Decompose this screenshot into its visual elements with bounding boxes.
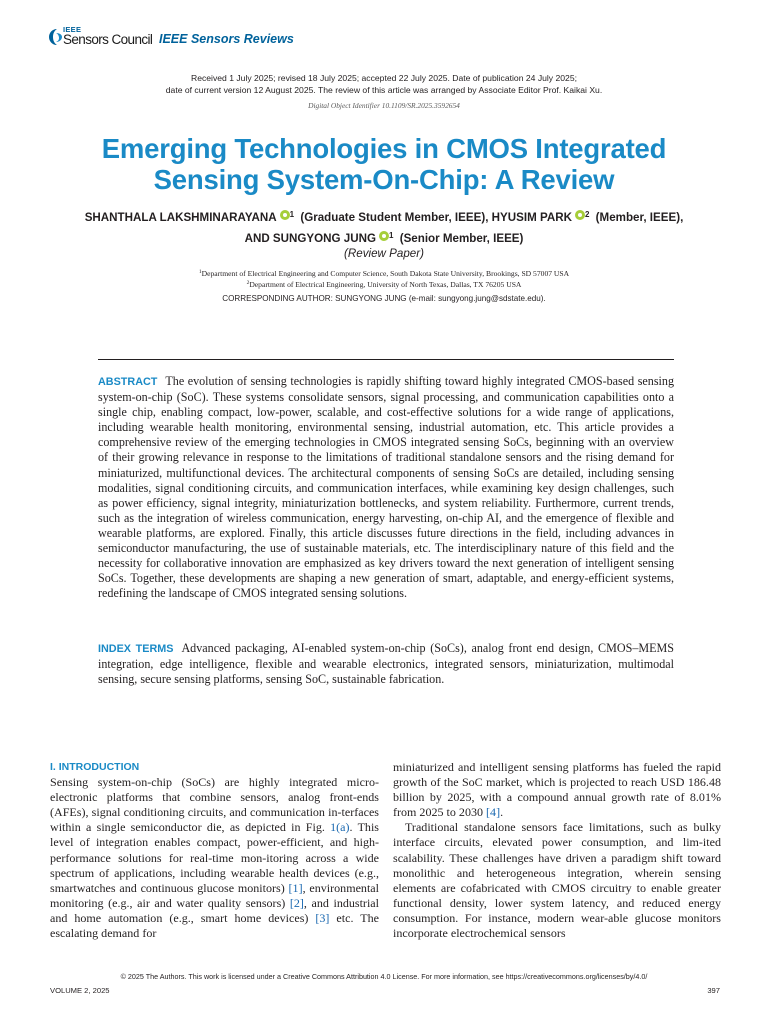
author-role: (Member, IEEE),	[595, 211, 684, 224]
affiliation-sup: 1	[198, 269, 202, 275]
page-number: 397	[707, 986, 720, 995]
logo-ieee-text: IEEE	[63, 25, 82, 34]
citation-link[interactable]: [4]	[486, 805, 501, 820]
body-text: . This level of integration enables compact, power-efficient, and high-performance solutions for real-time mon-itoring across a wide spectrum of applications, including wearable health devices (e.g., smartwatches and continuous glucose monitors)	[50, 820, 379, 895]
abstract	[98, 374, 674, 601]
author-affil-sup: 1	[289, 210, 295, 219]
paragraph	[393, 760, 721, 820]
title-line-2: Sensing System-On-Chip: A Review	[153, 164, 615, 195]
abstract-label: ABSTRACT	[98, 376, 158, 388]
figure-reference-link[interactable]: 1(a)	[330, 820, 350, 835]
publication-dates	[0, 72, 768, 96]
abstract-text: The evolution of sensing technologies is rapidly shifting toward highly integrated CMOS-based sensing system-on-chip (SoC). These systems consolidate sensors, signal processing, and communication capabilities onto a single chip, enabling compact, low-power, scalable, and cost-effective solutions for a wide range of applications, including wearable health monitoring, environmental sensing, industrial automation, etc. This article provides a comprehensive review of the emerging technologies in CMOS integrated sensing SoCs, beginning with an overview of their growing relevance in response to the limitations of traditional standalone sensors and the rising demand for miniaturized, multifunctional devices. The architectural components of sensing SoCs are detailed, including sensing modalities, signal conditioning circuits, and communication interfaces, while examining key design challenges, such as power efficiency, signal integrity, miniaturization bottlenecks, and system reliability. Furthermore, current trends, such as the integration of wireless communication, energy harvesting, on-chip AI, and the emergence of flexible and wearable platforms, are explored. Finally, this article discusses future directions in the field, including advances in semiconductor manufacturing, the use of sustainable materials, etc. The interdisciplinary nature of this field and the necessity for collaborative innovation are emphasized as key drivers toward the next generation of intelligent sensing SoCs. Together, these developments are shaping a new generation of smart, adaptable, and energy-efficient systems, redefining the landscape of CMOS integrated sensing solutions.	[98, 374, 674, 601]
paper-type: (Review Paper)	[344, 247, 424, 260]
body-text: etc. The escalating demand for	[50, 910, 379, 941]
citation-link[interactable]: [2]	[289, 895, 304, 910]
paper-title	[0, 133, 768, 195]
affiliation-text: Department of Electrical Engineering and Computer Science, South Dakota State University, Brookings, SD 57007 USA	[201, 269, 570, 278]
body-text: Sensing system-on-chip (SoCs) are highly integrated micro-electronic platforms that combine sensors, analog front-ends (AFEs), signal conditioning circuits, and communication in-terfaces within a single semiconductor die, as depicted in Fig.	[50, 775, 379, 835]
citation-link[interactable]: [3]	[315, 910, 330, 925]
authors-line-1	[0, 206, 768, 227]
author-name: AND SUNGYONG JUNG	[244, 232, 377, 245]
volume-footer: VOLUME 2, 2025	[50, 986, 110, 995]
body-column-left	[50, 760, 379, 941]
index-terms	[98, 641, 674, 687]
index-terms-text: Advanced packaging, AI-enabled system-on-chip (SoCs), analog front end design, CMOS–MEMS integration, edge intelligence, flexible and wearable electronics, integrated sensors, miniaturization, multimodal sensing, secure sensing platforms, sensing SoC, sustainable fabrication.	[98, 641, 674, 687]
author-role: (Senior Member, IEEE)	[399, 232, 524, 245]
body-text: .	[500, 805, 504, 820]
citation-link[interactable]: [1]	[288, 880, 303, 895]
body-text: , and industrial and home automation (e.g., smart home devices)	[50, 895, 379, 925]
orcid-icon[interactable]	[575, 210, 585, 220]
title-line-1: Emerging Technologies in CMOS Integrated	[101, 133, 667, 164]
journal-name: IEEE Sensors Reviews	[159, 32, 294, 46]
body-column-right	[393, 760, 721, 941]
body-text: , environmental monitoring (e.g., air and water quality sensors)	[50, 880, 379, 910]
orcid-icon[interactable]	[280, 210, 290, 220]
section-heading: I. INTRODUCTION	[50, 761, 140, 773]
doi: Digital Object Identifier 10.1109/SR.2025.3592654	[308, 101, 460, 110]
author-affil-sup: 1	[389, 231, 394, 240]
affiliation-text: Department of Electrical Engineering, University of North Texas, Dallas, TX 76205 USA	[249, 279, 522, 289]
affiliation-sup: 2	[246, 279, 250, 286]
index-terms-label: INDEX TERMS	[98, 643, 174, 655]
orcid-icon[interactable]	[379, 231, 389, 241]
affiliations	[0, 268, 768, 289]
corresponding-author: CORRESPONDING AUTHOR: SUNGYONG JUNG (e-mail: sungyong.jung@sdstate.edu).	[222, 294, 546, 303]
divider-top	[98, 359, 674, 360]
affiliation-2	[0, 279, 768, 290]
dates-line-1: Received 1 July 2025; revised 18 July 2025; accepted 22 July 2025. Date of publication 24 July 2025;	[190, 73, 577, 83]
body-text: miniaturized and intelligent sensing platforms has fueled the rapid growth of the SoC market, which is projected to reach USD 186.48 billion by 2025, with a compound annual growth rate of 8.01% from 2025 to 2030	[393, 760, 721, 820]
author-role: (Graduate Student Member, IEEE),	[300, 211, 489, 224]
author-affil-sup: 2	[584, 210, 590, 219]
affiliation-1	[0, 268, 768, 279]
authors-line-2	[0, 227, 768, 248]
license-footer: © 2025 The Authors. This work is licensed under a Creative Commons Attribution 4.0 License. For more information, see https://creativecommons.org/licenses/by/4.0/	[120, 972, 648, 981]
logo-council-text: Sensors Council	[63, 32, 153, 47]
author-list	[0, 206, 768, 248]
author-name: SHANTHALA LAKSHMINARAYANA	[84, 211, 277, 224]
paragraph: Traditional standalone sensors face limitations, such as bulky interface circuits, elevated power consumption, and lim-ited scalability. These challenges have driven a paradigm shift toward monolithic and heterogeneous integration, wherein sensing elements are cofabricated with CMOS circuitry to enable greater functional density, lower system latency, and reduced energy consumption. For instance, modern wear-able glucose monitors incorporate electrochemical sensors	[393, 820, 721, 941]
author-name: HYUSIM PARK	[491, 211, 572, 224]
dates-line-2: date of current version 12 August 2025. The review of this article was arranged by Associate Editor Prof. Kaikai Xu.	[165, 85, 603, 95]
